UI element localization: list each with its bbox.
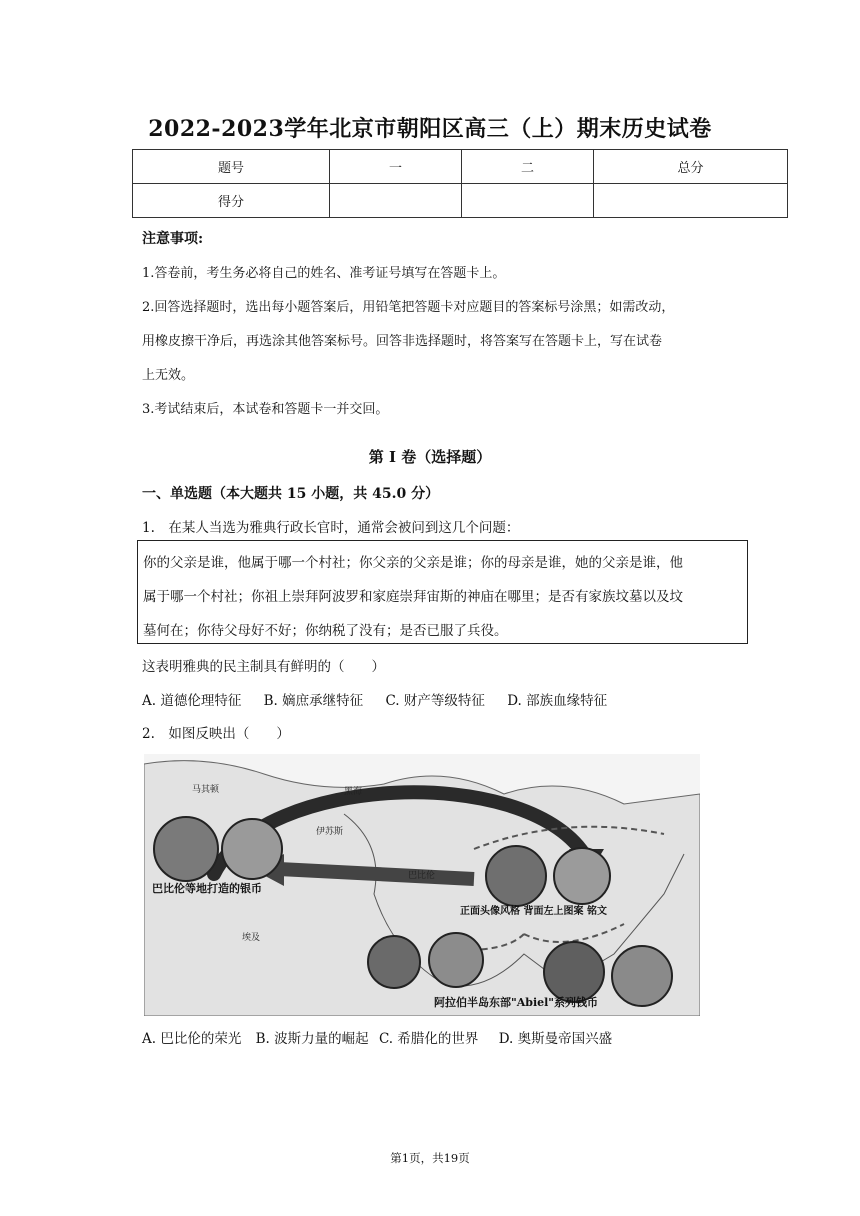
notice-line: 3.考试结束后，本试卷和答题卡一并交回。 [142, 402, 389, 417]
material-line: 你的父亲是谁，他属于哪一个村社；你父亲的父亲是谁；你的母亲是谁，她的父亲是谁，他 [143, 555, 683, 571]
abiel-coin [612, 946, 672, 1006]
score-cell [462, 184, 594, 218]
abiel-coin [544, 942, 604, 1002]
map-label-babylon: 巴比伦 [408, 871, 436, 881]
notice-title: 注意事项: [142, 231, 204, 247]
question-1-stem: 1. 在某人当选为雅典行政长官时，通常会被问到这几个问题： [142, 520, 520, 536]
option-a[interactable]: A. 道德伦理特征 [142, 693, 242, 709]
score-cell [594, 184, 788, 218]
caption-abiel-coins: 阿拉伯半岛东部"Abiel"系列钱币 [434, 996, 599, 1009]
question-1-options [142, 689, 625, 709]
caption-coin-features: 正面头像风格 背面左上图案 铭文 [460, 906, 607, 917]
abiel-coin [368, 936, 420, 988]
map-label-macedonia: 马其顿 [192, 785, 220, 795]
coin-back-pattern [554, 848, 610, 904]
question-2-stem: 2. 如图反映出（ ） [142, 726, 290, 742]
silver-coin-head [154, 817, 218, 881]
score-header-cell: 总分 [594, 150, 788, 184]
subsection-title: 一、单选题（本大题共 15 小题，共 45.0 分） [142, 486, 440, 502]
score-table-header-row [133, 150, 788, 184]
map-label-black-sea: 黑海 [344, 787, 363, 797]
material-line: 属于哪一个村社；你祖上崇拜阿波罗和家庭崇拜宙斯的神庙在哪里；是否有家族坟墓以及坟 [143, 589, 683, 605]
score-header-cell: 一 [330, 150, 462, 184]
score-cell [330, 184, 462, 218]
score-table [132, 149, 788, 218]
map-label-issus: 伊苏斯 [316, 827, 344, 837]
map-label-egypt: 埃及 [242, 933, 261, 943]
score-table-score-row [133, 184, 788, 218]
caption-babylon-coins: 巴比伦等地打造的银币 [152, 882, 262, 895]
notice-line: 2.回答选择题时，选出每小题答案后，用铅笔把答题卡对应题目的答案标号涂黑；如需改动， [142, 300, 675, 315]
coin-distribution-map [144, 754, 700, 1016]
score-header-cell: 题号 [133, 150, 330, 184]
question-1-prompt: 这表明雅典的民主制具有鲜明的（ ） [142, 659, 385, 675]
option-c[interactable]: C. 财产等级特征 [385, 693, 485, 709]
score-header-cell: 二 [462, 150, 594, 184]
question-1-material-box [137, 540, 748, 644]
notice-line: 1.答卷前，考生务必将自己的姓名、准考证号填写在答题卡上。 [142, 266, 506, 281]
option-d[interactable]: D. 部族血缘特征 [507, 693, 608, 709]
option-b[interactable]: B. 波斯力量的崛起 [255, 1031, 369, 1047]
coin-head-style [486, 846, 546, 906]
notice-line: 上无效。 [142, 368, 195, 383]
option-c[interactable]: C. 希腊化的世界 [378, 1031, 479, 1047]
material-line: 墓何在；你待父母好不好；你纳税了没有；是否已服了兵役。 [143, 623, 508, 639]
silver-coin-seated-figure [222, 819, 282, 879]
score-row-label: 得分 [133, 184, 330, 218]
abiel-coin [429, 933, 483, 987]
flow-arrow-left [279, 869, 474, 879]
option-d[interactable]: D. 奥斯曼帝国兴盛 [498, 1031, 613, 1047]
page-footer: 第1页，共19页 [390, 1151, 470, 1165]
section-title: 第 I 卷（选择题） [368, 448, 492, 466]
option-a[interactable]: A. 巴比伦的荣光 [142, 1031, 242, 1047]
exam-title: 2022-2023学年北京市朝阳区高三（上）期末历史试卷 [148, 116, 712, 142]
question-2-options [142, 1027, 630, 1047]
notice-line: 用橡皮擦干净后，再选涂其他答案标号。回答非选择题时，将答案写在答题卡上，写在试卷 [142, 334, 663, 349]
option-b[interactable]: B. 嫡庶承继特征 [263, 693, 364, 709]
